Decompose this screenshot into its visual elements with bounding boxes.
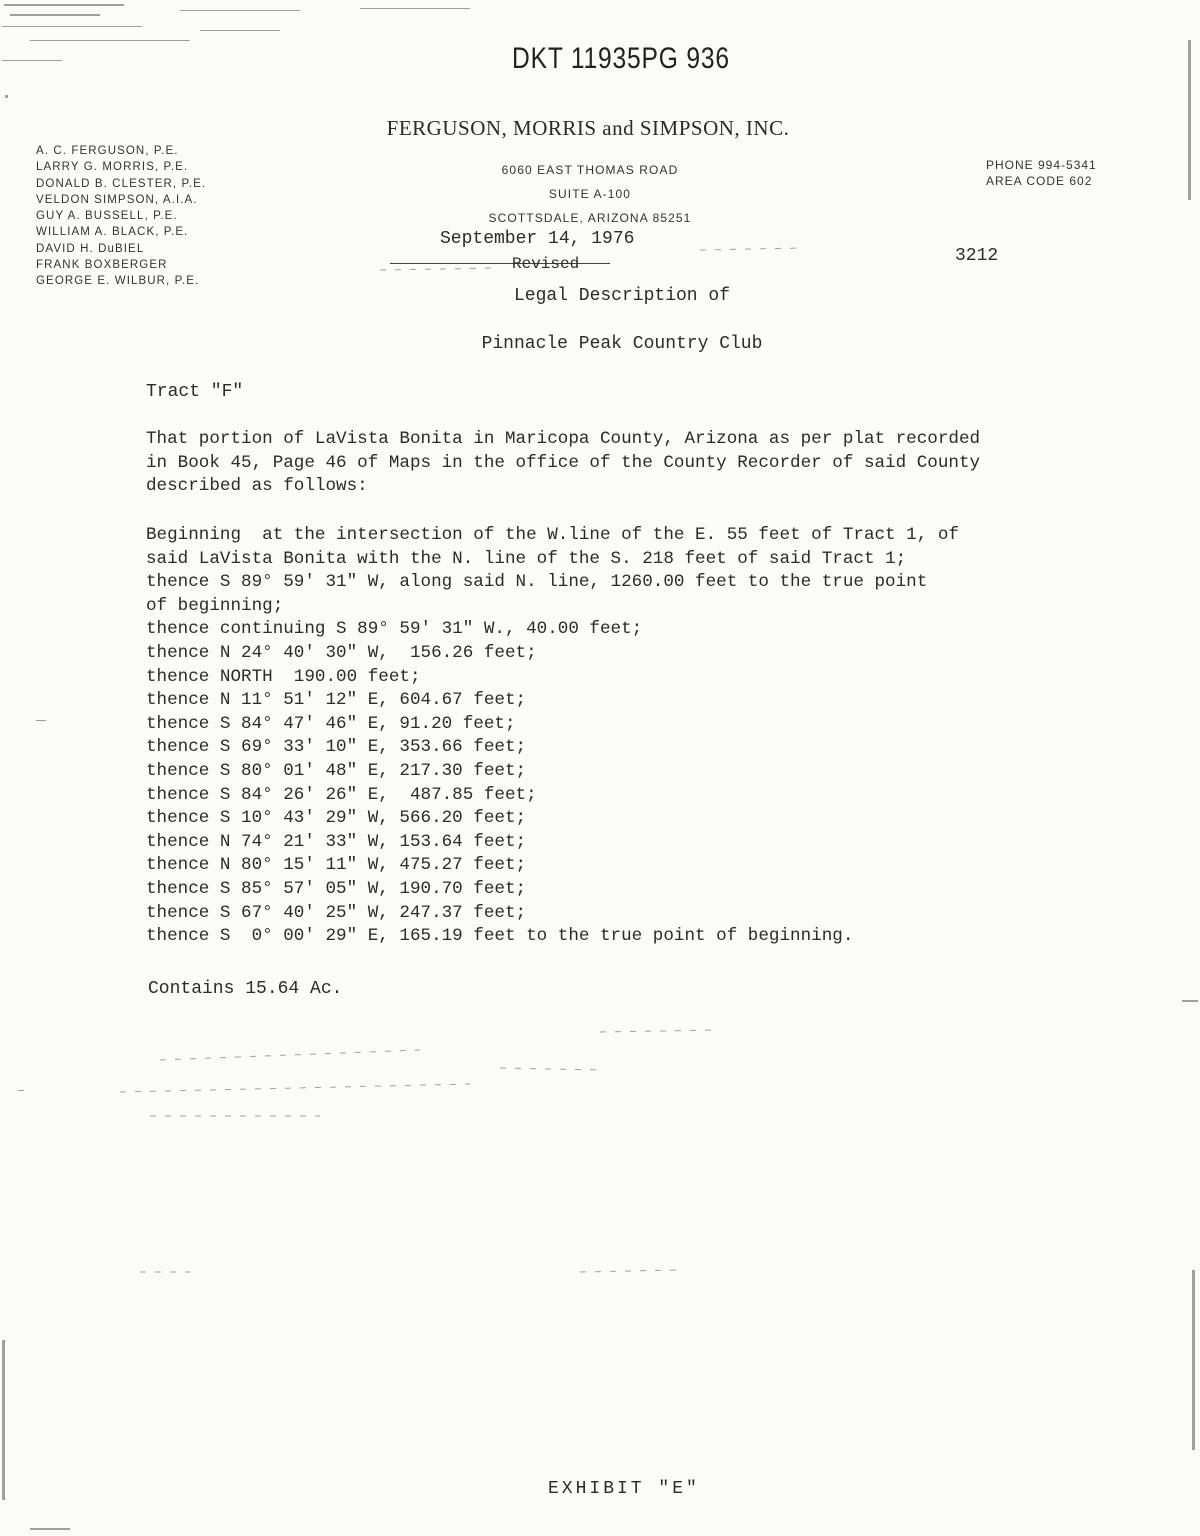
text-line: said LaVista Bonita with the N. line of the S. 218 feet of said Tract 1; xyxy=(146,548,907,569)
partner-name: DAVID H. DuBIEL xyxy=(36,242,145,255)
legal-description xyxy=(146,524,959,949)
text-line: thence continuing S 89° 59' 31" W., 40.00 feet; xyxy=(146,619,643,640)
company-phone xyxy=(986,157,1097,189)
address-line: 6060 EAST THOMAS ROAD xyxy=(501,163,679,177)
exhibit-label: EXHIBIT "E" xyxy=(548,1479,700,1499)
phone-number: PHONE 994-5341 xyxy=(986,158,1097,172)
text-line: described as follows: xyxy=(146,476,368,497)
text-line: thence S 69° 33' 10" E, 353.66 feet; xyxy=(146,737,527,758)
acreage: Contains 15.64 Ac. xyxy=(148,979,343,999)
partner-name: LARRY G. MORRIS, P.E. xyxy=(36,161,189,174)
text-line: thence N 11° 51' 12" E, 604.67 feet; xyxy=(146,690,527,711)
text-line: thence N 80° 15' 11" W, 475.27 feet; xyxy=(146,855,527,876)
document-title: Legal Description of xyxy=(513,286,731,306)
text-line: thence S 67° 40' 25" W, 247.37 feet; xyxy=(146,902,527,923)
text-line: in Book 45, Page 46 of Maps in the office of the County Recorder of said County xyxy=(146,452,981,473)
text-line: thence S 84° 26' 26" E, 487.85 feet; xyxy=(146,784,537,805)
text-line: thence S 89° 59' 31" W, along said N. line, 1260.00 feet to the true point xyxy=(146,572,928,593)
document-date: September 14, 1976 xyxy=(440,229,635,249)
address-line: SCOTTSDALE, ARIZONA 85251 xyxy=(488,211,692,225)
property-name: Pinnacle Peak Country Club xyxy=(481,334,763,354)
address-line: SUITE A-100 xyxy=(548,187,632,201)
text-line: Beginning at the intersection of the W.line of the E. 55 feet of Tract 1, of xyxy=(146,525,959,545)
text-line: thence S 85° 57' 05" W, 190.70 feet; xyxy=(146,878,527,899)
text-line: of beginning; xyxy=(146,595,284,616)
partner-name: WILLIAM A. BLACK, P.E. xyxy=(36,226,189,239)
tract-heading: Tract "F" xyxy=(146,382,244,402)
company-name: FERGUSON, MORRIS and SIMPSON, INC. xyxy=(386,116,790,140)
partner-name: GUY A. BUSSELL, P.E. xyxy=(36,210,178,223)
text-line: thence S 84° 47' 46" E, 91.20 feet; xyxy=(146,713,516,734)
area-code: AREA CODE 602 xyxy=(986,174,1093,188)
partner-name: GEORGE E. WILBUR, P.E. xyxy=(36,275,200,288)
docket-stamp: DKT 11935PG 936 xyxy=(512,42,730,75)
revised-note: Revised xyxy=(512,255,580,273)
file-number: 3212 xyxy=(955,246,999,266)
text-line: thence S 80° 01' 48" E, 217.30 feet; xyxy=(146,760,527,781)
text-line: thence NORTH 190.00 feet; xyxy=(146,666,421,687)
text-line: thence S 0° 00' 29" E, 165.19 feet to the true point of beginning. xyxy=(146,926,854,947)
partner-name: FRANK BOXBERGER xyxy=(36,259,168,272)
company-address xyxy=(420,158,760,230)
partner-name: VELDON SIMPSON, A.I.A. xyxy=(36,193,198,206)
text-line: thence N 24° 40' 30" W, 156.26 feet; xyxy=(146,642,537,663)
partner-list xyxy=(36,143,206,290)
text-line: thence N 74° 21' 33" W, 153.64 feet; xyxy=(146,831,527,852)
partner-name: A. C. FERGUSON, P.E. xyxy=(36,145,179,157)
text-line: That portion of LaVista Bonita in Maricopa County, Arizona as per plat recorded xyxy=(146,429,981,449)
partner-name: DONALD B. CLESTER, P.E. xyxy=(36,177,207,190)
intro-paragraph xyxy=(146,428,980,499)
text-line: thence S 10° 43' 29" W, 566.20 feet; xyxy=(146,808,527,829)
